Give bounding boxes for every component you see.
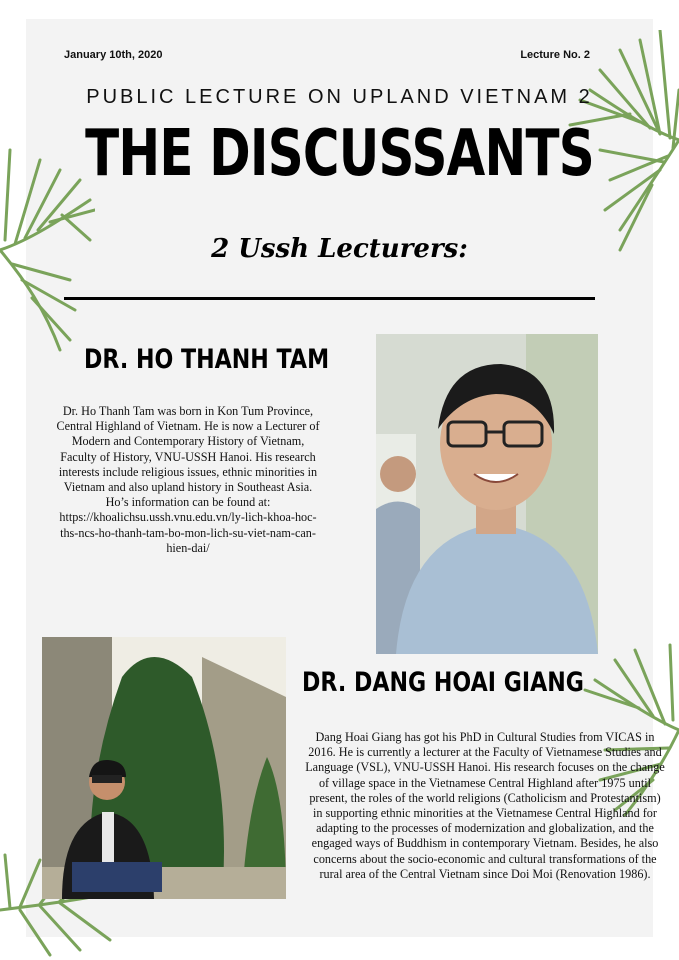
- event-date: January 10th, 2020: [64, 49, 163, 61]
- divider: [64, 297, 595, 300]
- speaker-1-bio: Dr. Ho Thanh Tam was born in Kon Tum Province, Central Highland of Vietnam. He is now a Lecturer of Modern and Contemporary History of Vietnam, Faculty of History, VNU-USSH Hanoi. His research interests include religious issues, ethnic minorities in Vietnam and also upland history in Southeast Asia. Ho’s information can be found at: https://khoalichsu.ussh.vnu.edu.vn/ly-lich-khoa-hoc-ths-ncs-ho-thanh-tam-bo-mon-lich-su-viet-nam-can-hien-dai/: [56, 404, 320, 555]
- lecture-number: Lecture No. 2: [520, 49, 590, 61]
- speaker-1-name: DR. HO THANH TAM: [84, 344, 330, 375]
- tagline: 2 Ussh Lecturers:: [211, 234, 468, 264]
- event-subtitle: PUBLIC LECTURE ON UPLAND VIETNAM 2: [86, 86, 593, 108]
- speaker-2-bio: Dang Hoai Giang has got his PhD in Cultural Studies from VICAS in 2016. He is currently a lecturer at the Faculty of Vietnamese Studies and Language (VSL), VNU-USSH Hanoi. His research focuses on the change of village space in the Vietnamese Central Highland after 1975 until present, the roles of the world religions (Catholicism and Protestantism) in supporting ethnic minorities at the Vietnamese Central Highland for adapting to the processes of modernization and globalization, and the engaged ways of Buddhism in contemporary Vietnam. Besides, he also concerns about the socio-economic and cultural transformations of the rural area of the Central Vietnam since Doi Moi (Renovation 1986).: [305, 730, 665, 881]
- speaker-2-name: DR. DANG HOAI GIANG: [302, 667, 584, 698]
- speaker-2-photo: [42, 637, 286, 899]
- speaker-1-photo: [376, 334, 598, 654]
- page-title: THE DISCUSSANTS: [85, 117, 594, 191]
